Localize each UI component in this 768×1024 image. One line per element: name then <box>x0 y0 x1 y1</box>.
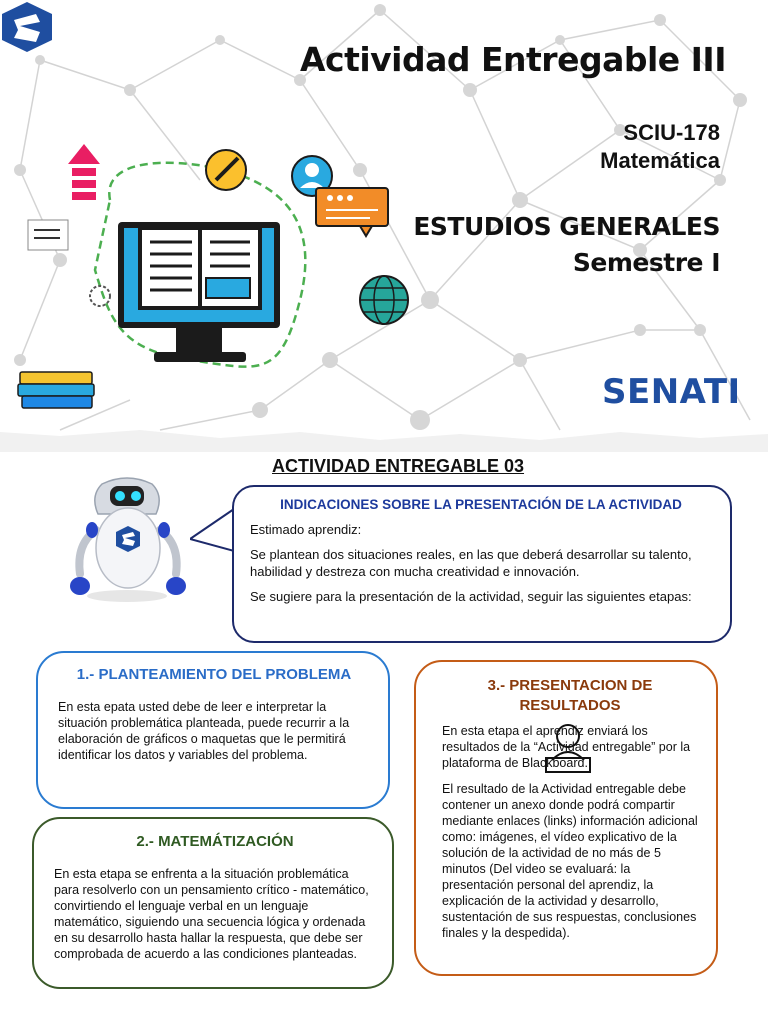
step-1-text: En esta epata usted debe de leer e interpretar la situación problemática planteada, puede recurrir a la elaboración de gráficos o maquetas que le permitirá identificar los datos y variables del problema. <box>58 700 350 763</box>
up-arrow-icon <box>68 144 100 200</box>
section-heading: ACTIVIDAD ENTREGABLE 03 <box>272 456 525 476</box>
step-1-title: 1.- PLANTEAMIENTO DEL PROBLEMA <box>76 666 352 683</box>
open-book-icon <box>138 226 262 310</box>
globe-icon <box>360 276 408 324</box>
step-3-card <box>414 660 718 976</box>
step-3-text-2: El resultado de la Actividad entregable debe contener un anexo donde podrá compartir mediante enlaces (links) información adicional como: imágenes, el vídeo explicativo de la solución de la actividad de no más de 5 minutos (Del video se evaluará: la presentación personal del aprendiz, la explicación de la actividad y desarrollo, sustentación de sus respuestas, conclusiones finales y la despedida). <box>442 781 698 940</box>
semester-label: Semestre I <box>572 248 720 277</box>
department-label: ESTUDIOS GENERALES <box>413 212 720 241</box>
person-at-laptop-icon <box>538 720 598 776</box>
instructions-paragraph-2: Se sugiere para la presentación de la actividad, seguir las siguientes etapas: <box>250 588 692 604</box>
course-code: SCIU-178 <box>623 120 720 145</box>
pencil-icon <box>206 150 246 190</box>
chat-bubble-icon <box>316 188 388 236</box>
senati-logo-icon <box>0 0 200 54</box>
instructions-paragraph-1: Se plantean dos situaciones reales, en las que deberá desarrollar su talento, habilidad y destreza con mucha creatividad e innovación. <box>250 546 692 579</box>
robot-mascot-icon <box>52 474 202 610</box>
books-stack-icon <box>18 372 94 408</box>
bubble-tail <box>190 507 236 553</box>
brand-name: SENATI <box>602 372 741 412</box>
step-1-card <box>36 651 390 809</box>
course-name: Matemática <box>600 148 720 173</box>
instructions-bubble <box>232 485 732 643</box>
instructions-heading: INDICACIONES SOBRE LA PRESENTACIÓN DE LA ACTIVIDAD <box>280 497 682 512</box>
page-title: Actividad Entregable III <box>299 40 726 79</box>
hero-banner <box>0 0 768 452</box>
note-icon <box>28 220 68 250</box>
step-2-text: En esta etapa se enfrenta a la situación problemática para resolverlo con un pensamiento crítico - matemático, convirtiendo el lenguaje verbal en un lenguaje matemático, siguiendo una secuencia lógica y ordenada en su desarrollo hasta hallar la respuesta, que debe ser comprobada de acuerdo a las condiciones planteadas. <box>54 867 369 961</box>
gear-icon <box>90 286 110 306</box>
instructions-greeting: Estimado aprendiz: <box>250 522 362 537</box>
step-3-title: 3.- PRESENTACION DE RESULTADOS <box>487 677 653 715</box>
step-2-card <box>32 817 394 989</box>
step-3-text-1: En esta etapa el aprendiz enviará los resultados de la “Actividad entregable” por la plataforma de Blackboard. <box>442 723 691 770</box>
step-2-title: 2.- MATEMÁTIZACIÓN <box>136 833 294 850</box>
